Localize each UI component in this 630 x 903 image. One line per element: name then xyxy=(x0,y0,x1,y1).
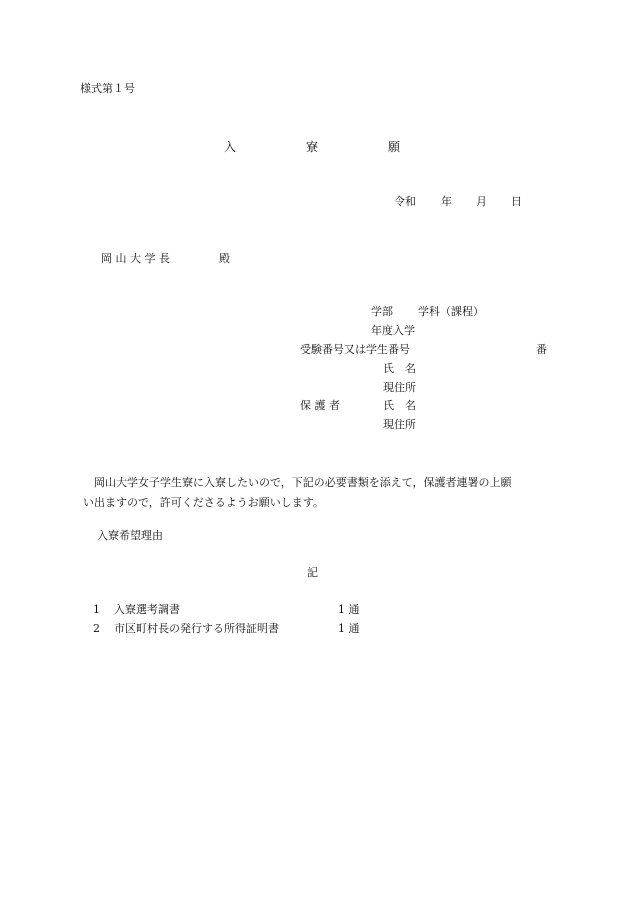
document-name: 入寮選考調書 xyxy=(114,603,180,616)
document-number: 1 xyxy=(93,603,100,616)
date-year: 年 xyxy=(441,195,452,208)
document-count: 1 通 xyxy=(338,622,360,635)
document-number: 2 xyxy=(93,622,100,635)
ki-heading: 記 xyxy=(307,566,318,579)
student-id-suffix: 番 xyxy=(536,343,547,356)
faculty-label: 学部 xyxy=(371,305,393,318)
request-body xyxy=(83,473,512,513)
request-line-1: 岡山大学女子学生寮に入寮したいので，下記の必要書類を添えて，保護者連署の上願 xyxy=(94,476,512,489)
student-id-label: 受験番号又は学生番号 xyxy=(300,343,410,356)
guardian-address-label: 現住所 xyxy=(383,418,416,431)
form-number: 様式第１号 xyxy=(80,82,135,95)
department-label: 学科（課程） xyxy=(418,305,484,318)
admission-year-label: 年度入学 xyxy=(371,324,415,337)
applicant-name-label: 氏 名 xyxy=(383,362,416,375)
addressee-honorific: 殿 xyxy=(219,252,230,265)
document-count: 1 通 xyxy=(338,603,360,616)
date-month: 月 xyxy=(476,195,487,208)
guardian-label: 保 護 者 xyxy=(300,399,340,412)
request-line-2: い出ますので，許可くださるようお願いします。 xyxy=(83,496,324,509)
date-day: 日 xyxy=(511,195,522,208)
reason-label: 入寮希望理由 xyxy=(97,529,163,542)
title-char-3: 願 xyxy=(388,140,401,154)
guardian-name-label: 氏 名 xyxy=(383,399,416,412)
applicant-address-label: 現住所 xyxy=(383,381,416,394)
title-char-1: 入 xyxy=(224,140,237,154)
document-name: 市区町村長の発行する所得証明書 xyxy=(114,622,279,635)
date-era: 令和 xyxy=(394,195,416,208)
title-char-2: 寮 xyxy=(306,140,319,154)
addressee-name: 岡 山 大 学 長 xyxy=(101,252,170,265)
